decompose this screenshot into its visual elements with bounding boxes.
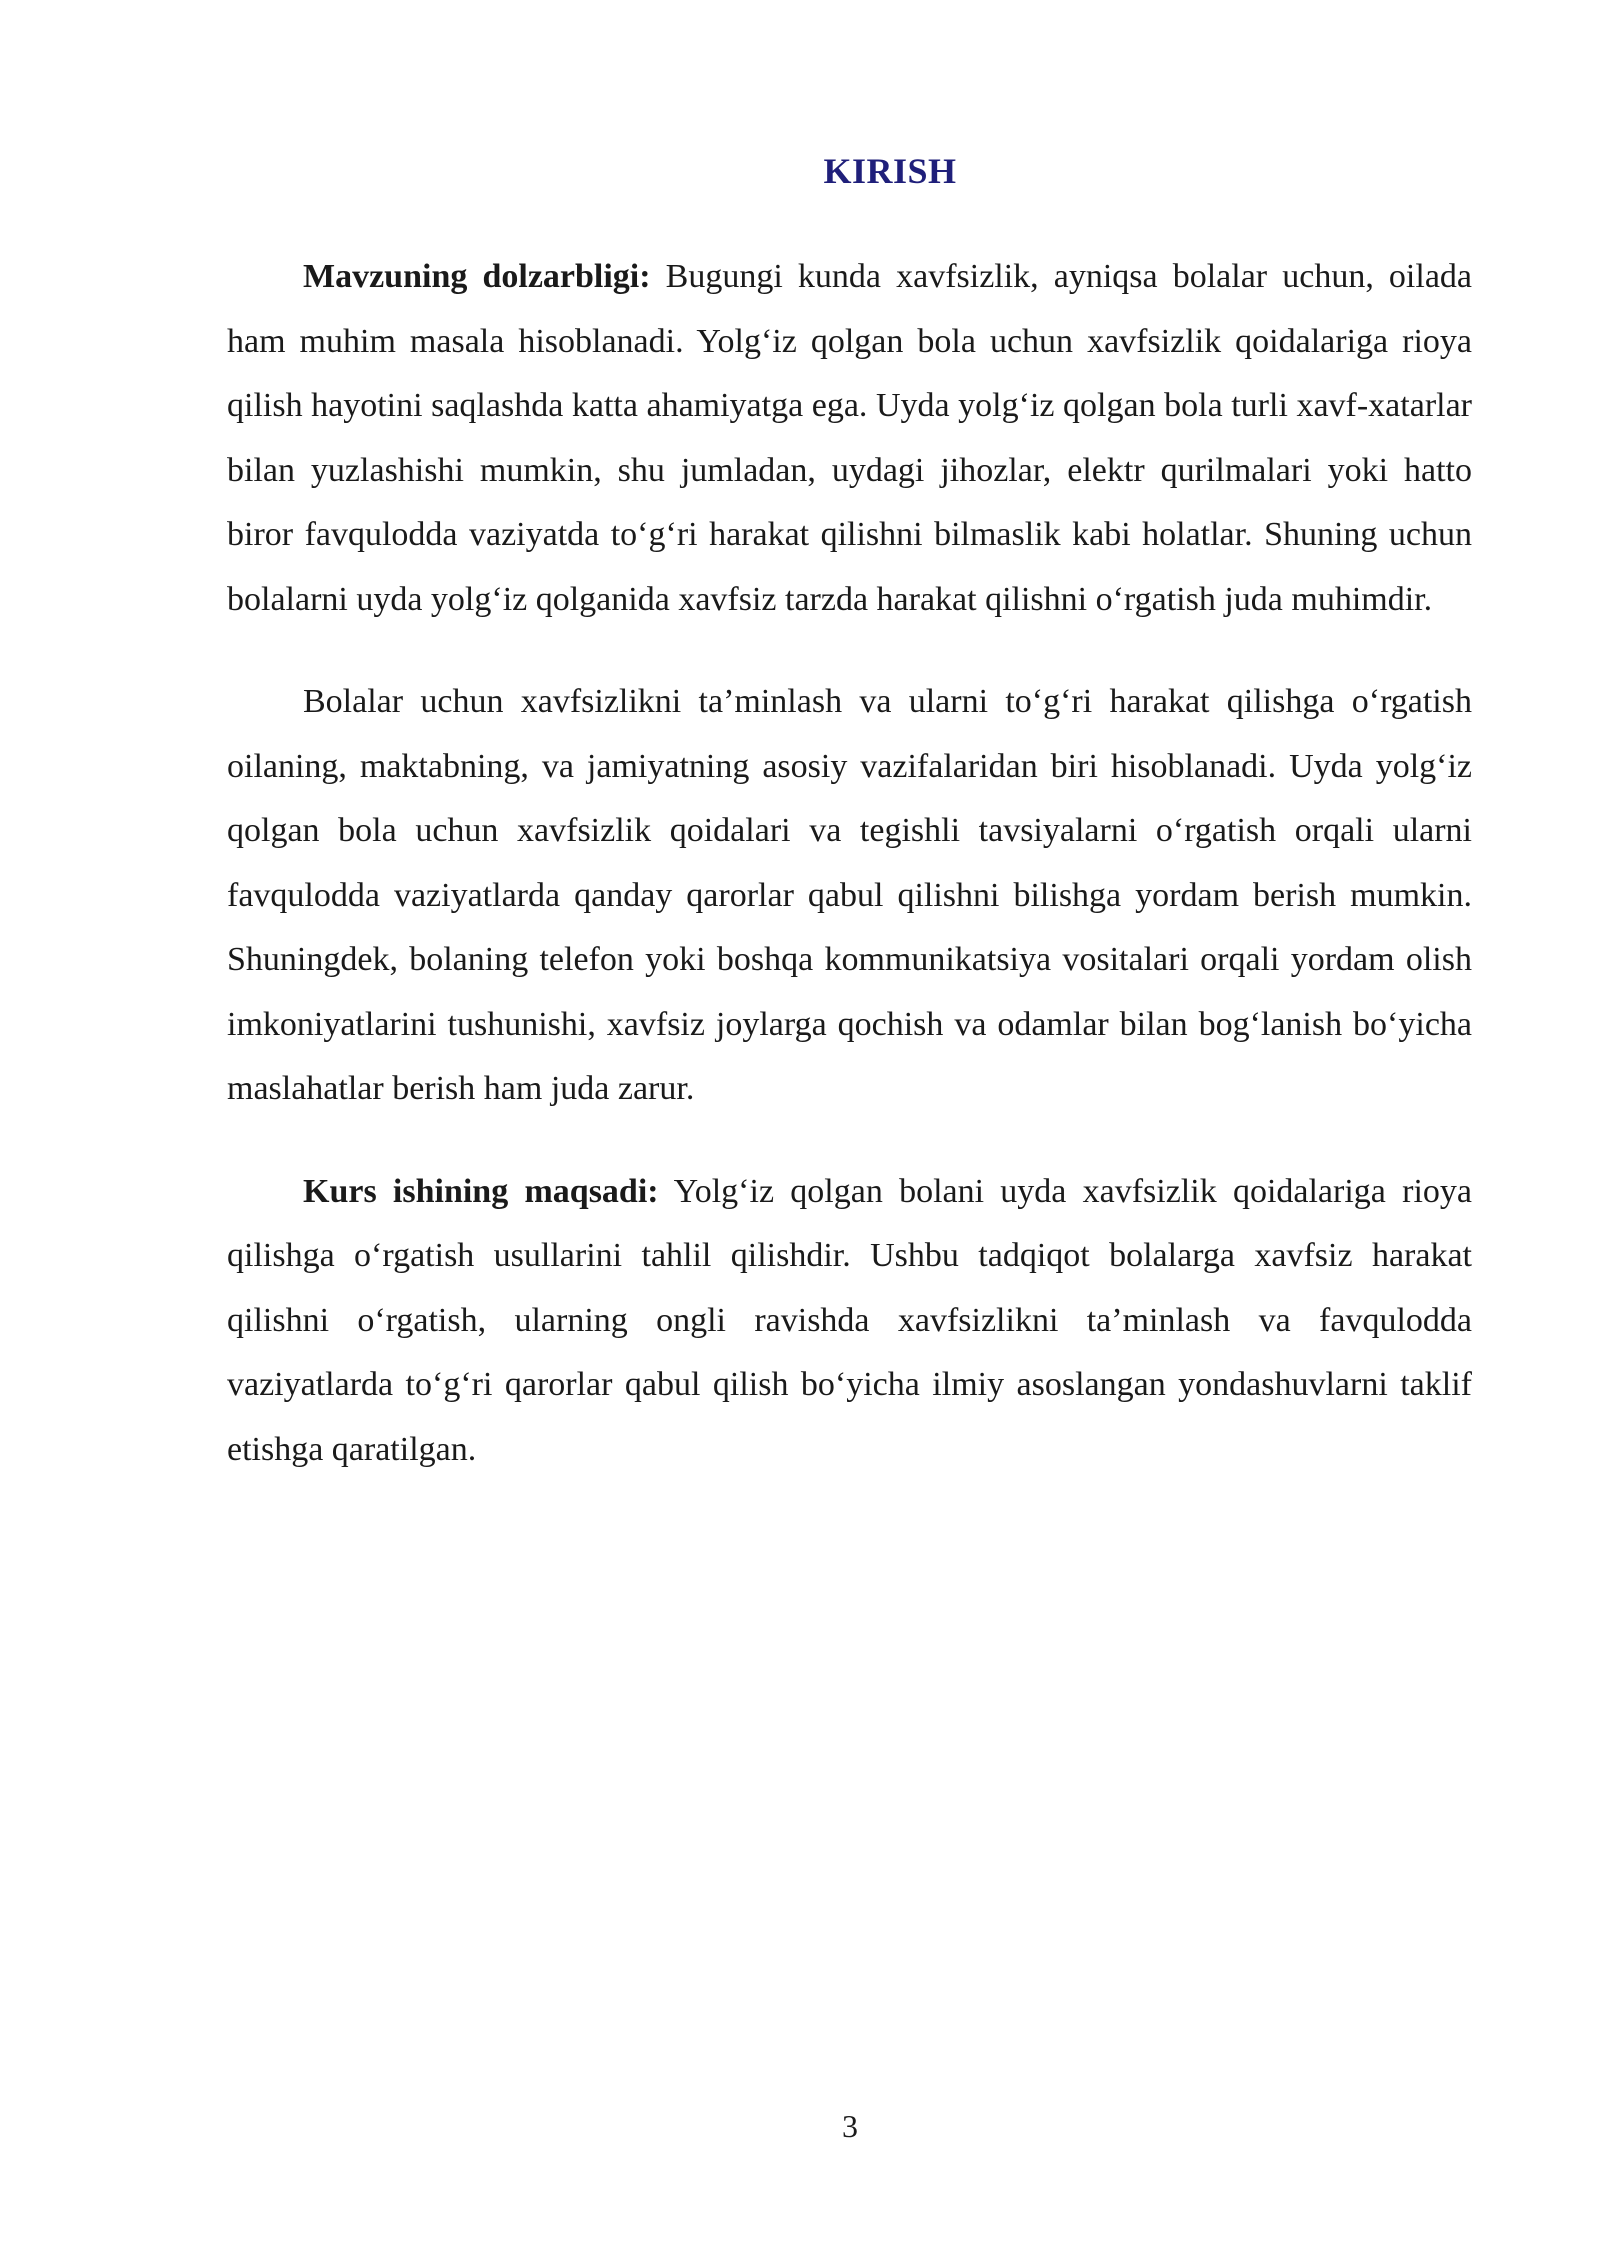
paragraph-lead: Mavzuning dolzarbligi: [303, 258, 651, 295]
paragraph-lead: Kurs ishining maqsadi: [303, 1172, 659, 1210]
page-number: 3 [842, 2108, 858, 2144]
paragraph-relevance [227, 245, 1472, 632]
section-title: KIRISH [823, 151, 957, 191]
paragraph-text: Bolalar uchun xavfsizlikni ta’minlash va ularni to‘g‘ri harakat qilishga o‘rgatish oilaning, maktabning, va jamiyatning asosiy vazifalaridan biri hisoblanadi. Uyda yolg‘iz qolgan bola uchun xavfsizlik qoidalari va tegishli tavsiyalarni o‘rgatish orqali ularni favqulodda vaziyatlarda qanday qarorlar qabul qilishni bilishga yordam berish mumkin. Shuningdek, bolaning telefon yoki boshqa kommunikatsiya vositalari orqali yordam olish imkoniyatlarini tushunishi, xavfsiz joylarga qochish va odamlar bilan bog‘lanish bo‘yicha maslahatlar berish ham juda zarur. [227, 683, 1472, 1107]
paragraph-importance [227, 670, 1472, 1122]
paragraph-goal [227, 1160, 1472, 1483]
body-text [227, 245, 1472, 1520]
paragraph-text: Yolg‘iz qolgan bolani uyda xavfsizlik qoidalariga rioya qilishga o‘rgatish usullarini tahlil qilishdir. Ushbu tadqiqot bolalarga xavfsiz harakat qilishni o‘rgatish, ularning ongli ravishda xavfsizlikni ta’minlash va favqulodda vaziyatlarda to‘g‘ri qarorlar qabul qilish bo‘yicha ilmiy asoslangan yondashuvlarni taklif etishga qaratilgan. [227, 1172, 1472, 1468]
paragraph-text: Bugungi kunda xavfsizlik, ayniqsa bolalar uchun, oilada ham muhim masala hisoblanadi. Yolg‘iz qolgan bola uchun xavfsizlik qoidalariga rioya qilish hayotini saqlashda katta ahamiyatga ega. Uyda yolg‘iz qolgan bola turli xavf-xatarlar bilan yuzlashishi mumkin, shu jumladan, uydagi jihozlar, elektr qurilmalari yoki hatto biror favqulodda vaziyatda to‘g‘ri harakat qilishni bilmaslik kabi holatlar. Shuning uchun bolalarni uyda yolg‘iz qolganida xavfsiz tarzda harakat qilishni o‘rgatish juda muhimdir. [227, 258, 1472, 618]
